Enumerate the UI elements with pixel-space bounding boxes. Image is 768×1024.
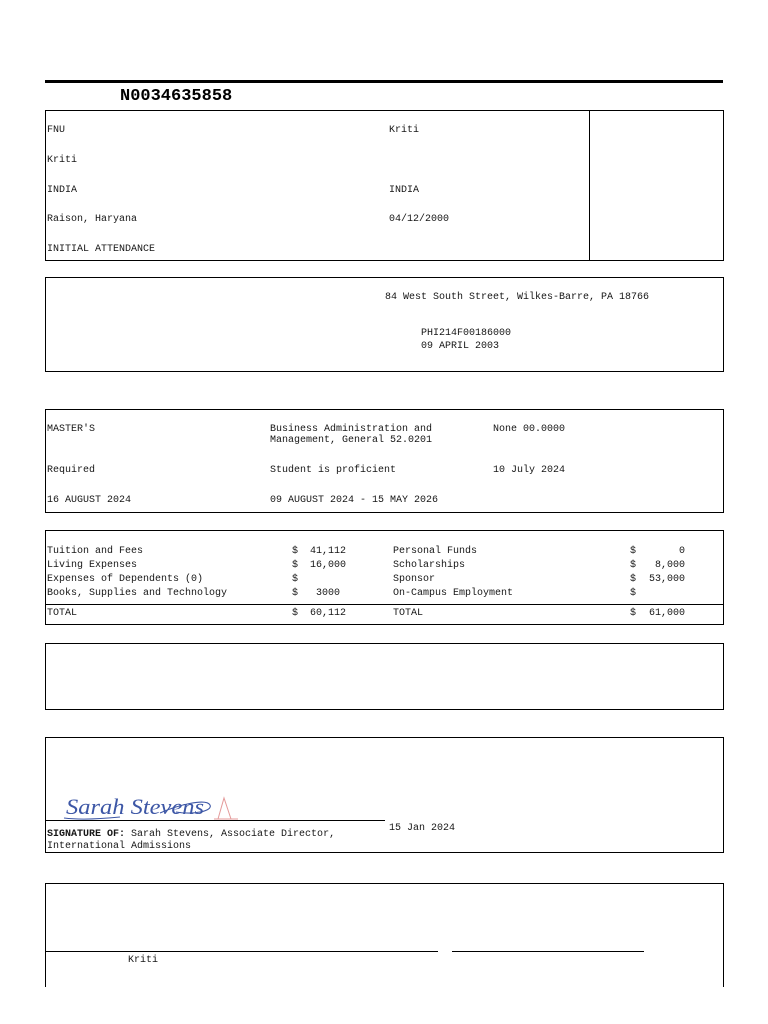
date-of-birth: 04/12/2000 (389, 214, 450, 225)
student-given-name: Kriti (389, 125, 420, 136)
photo-area-divider (589, 110, 590, 261)
expense-currency: $ (292, 560, 299, 571)
country-of-citizenship: INDIA (389, 185, 420, 196)
funding-total-amount: 61,000 (649, 608, 686, 619)
city-of-birth: Raison, Haryana (47, 214, 138, 225)
funding-amount: 53,000 (649, 574, 686, 585)
country-of-birth: INDIA (47, 185, 78, 196)
expense-label: Living Expenses (47, 560, 138, 571)
expense-amount: 41,112 (310, 546, 347, 557)
signer-name-title: Sarah Stevens, Associate Director, (131, 829, 336, 840)
education-level: MASTER'S (47, 424, 96, 435)
student-info-box (45, 110, 724, 261)
major-1-line-1: Business Administration and (270, 424, 433, 435)
remarks-box (45, 643, 724, 710)
program-date-1: 10 July 2024 (493, 465, 566, 476)
funding-currency: $ (630, 588, 637, 599)
document-number: N0034635858 (120, 87, 233, 106)
funding-total-label: TOTAL (393, 608, 424, 619)
expense-label: Books, Supplies and Technology (47, 588, 228, 599)
student-signature-date-line (452, 951, 644, 952)
school-address: 84 West South Street, Wilkes-Barre, PA 18766 (385, 292, 650, 303)
major-1-line-2: Management, General 52.0201 (270, 435, 433, 446)
financials-total-divider (45, 604, 724, 605)
official-signature-line (45, 820, 385, 821)
expenses-total-amount: 60,112 (310, 608, 347, 619)
handwritten-signature (60, 789, 250, 823)
student-name-line-2: Kriti (47, 155, 78, 166)
funding-currency: $ (630, 574, 637, 585)
expenses-total-currency: $ (292, 608, 299, 619)
funding-label: Personal Funds (393, 546, 478, 557)
expense-amount: 3000 (315, 588, 340, 599)
expense-currency: $ (292, 574, 299, 585)
english-proficiency: Student is proficient (270, 465, 397, 476)
expense-label: Tuition and Fees (47, 546, 144, 557)
admission-category: INITIAL ATTENDANCE (47, 244, 156, 255)
signature-script: Sarah Stevens (66, 794, 204, 819)
expenses-total-label: TOTAL (47, 608, 78, 619)
student-signature-box (45, 883, 724, 987)
signer-department: International Admissions (47, 841, 192, 852)
expense-label: Expenses of Dependents (0) (47, 574, 204, 585)
report-date: 16 AUGUST 2024 (47, 495, 132, 506)
top-rule (45, 80, 723, 83)
english-requirement: Required (47, 465, 96, 476)
student-signature-name: Kriti (128, 955, 159, 966)
school-approval-date: 09 APRIL 2003 (421, 341, 500, 352)
funding-total-currency: $ (630, 608, 637, 619)
official-signature-date: 15 Jan 2024 (389, 823, 456, 834)
funding-label: On-Campus Employment (393, 588, 514, 599)
funding-currency: $ (630, 546, 637, 557)
major-2: None 00.0000 (493, 424, 566, 435)
funding-amount: 8,000 (654, 560, 685, 571)
expense-amount: 16,000 (310, 560, 347, 571)
student-surname: FNU (47, 125, 66, 136)
expense-currency: $ (292, 546, 299, 557)
funding-label: Sponsor (393, 574, 436, 585)
student-signature-line (45, 951, 438, 952)
funding-label: Scholarships (393, 560, 466, 571)
expense-currency: $ (292, 588, 299, 599)
funding-amount: 0 (678, 546, 685, 557)
program-dates: 09 AUGUST 2024 - 15 MAY 2026 (270, 495, 439, 506)
signature-of-row (47, 829, 335, 841)
school-code: PHI214F00186000 (421, 328, 512, 339)
funding-currency: $ (630, 560, 637, 571)
signature-of-label: SIGNATURE OF: (47, 829, 126, 840)
red-stamp-mark (214, 798, 238, 819)
